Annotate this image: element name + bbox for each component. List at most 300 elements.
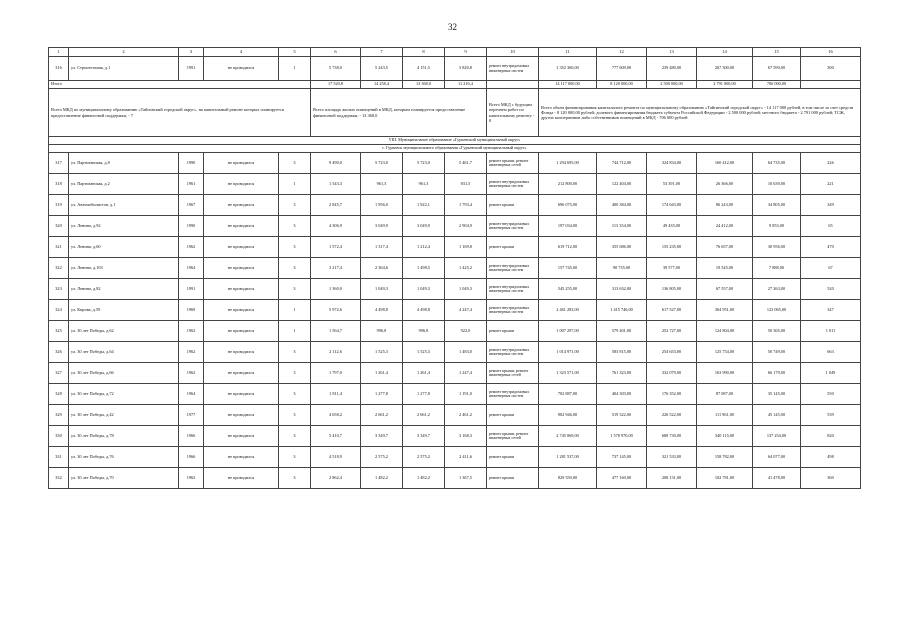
- commission-year: 1991: [179, 57, 204, 81]
- residents: 1 049: [801, 363, 861, 384]
- private-area: 1 793,4: [445, 195, 487, 216]
- subject-budget: 332 079,00: [647, 363, 697, 384]
- table-row: [49, 195, 861, 216]
- summary-financing: Всего объем финансирования капитального ремонта по муниципальному образованию «Тайгинский городской округ» - 14 117 000 рублей, в том числе за счет средств Фонда - 8 120 000,00 рублей; долевого финансирования бюджета субъекта Российской Федерации - 2 500 000 рублей; местного бюджета - 2 791 000 рублей; ТСЖ, других кооперативов либо собственников помещений в МКД - 706 000 рублей: [539, 89, 861, 137]
- row-number: 324: [49, 300, 69, 321]
- subject-budget: 254 653,00: [647, 342, 697, 363]
- owners-funds: 27 263,00: [753, 279, 801, 300]
- commission-year: 1977: [179, 405, 204, 426]
- last-repair-status: не проводился: [204, 300, 279, 321]
- floors: 3: [279, 153, 311, 174]
- subject-budget: 324 834,00: [647, 153, 697, 174]
- owners-funds: 41 478,00: [753, 468, 801, 489]
- premises-area: 961,3: [361, 174, 403, 195]
- last-repair-status: не проводился: [204, 57, 279, 81]
- premises-area: 1 956,0: [361, 195, 403, 216]
- total-area: 1 797,0: [311, 363, 361, 384]
- owners-funds: 50 749,00: [753, 342, 801, 363]
- address: ул. 30 лет Победы, д.64: [69, 342, 179, 363]
- table-row: [49, 405, 861, 426]
- private-area: 1 483,0: [445, 342, 487, 363]
- total-cost: 1 352 360,00: [539, 57, 597, 81]
- residents: 820: [801, 426, 861, 447]
- premises-area: 3 049,9: [361, 216, 403, 237]
- address: ул. Партизанская, д.8: [69, 153, 179, 174]
- total-cost: 1 281 537,00: [539, 447, 597, 468]
- residential-area: 961,3: [403, 174, 445, 195]
- column-number: 1: [49, 48, 69, 57]
- total-cost: 545 255,00: [539, 279, 597, 300]
- floors: 3: [279, 216, 311, 237]
- premises-area: 5 243,5: [361, 57, 403, 81]
- work-type: ремонт крыши: [487, 237, 539, 258]
- total-area: 2 862,4: [311, 468, 361, 489]
- total-area: 3 217,4: [311, 258, 361, 279]
- floors: 3: [279, 405, 311, 426]
- empty-cell: [801, 81, 861, 89]
- commission-year: 1991: [179, 279, 204, 300]
- address: ул. Ленина, д.92: [69, 216, 179, 237]
- residents: 226: [801, 153, 861, 174]
- residential-area: 2 575,2: [403, 447, 445, 468]
- summary-area: Всего площадь жилых помещений в МКД, которым планируется предоставление финансовой поддержки, - 13 368,0: [311, 89, 487, 137]
- total-cost: 696 075,00: [539, 195, 597, 216]
- address: ул. Партизанская, д.2: [69, 174, 179, 195]
- total-cost: 1 014 971,00: [539, 342, 597, 363]
- local-budget: 304 951,00: [697, 300, 753, 321]
- residents: 300: [801, 57, 861, 81]
- summary-notes-row: [49, 89, 861, 137]
- commission-year: 1969: [179, 300, 204, 321]
- floors: 3: [279, 384, 311, 405]
- column-number: 15: [753, 48, 801, 57]
- total-area: 1 564,7: [311, 321, 361, 342]
- total-cost: 212 800,00: [539, 174, 597, 195]
- table-row: [49, 279, 861, 300]
- subject-budget: 226 522,00: [647, 405, 697, 426]
- column-number: 4: [204, 48, 279, 57]
- subject-budget: 2 500 000,00: [647, 81, 697, 89]
- work-type: ремонт крыши: [487, 468, 539, 489]
- floors: 3: [279, 426, 311, 447]
- column-number: 9: [445, 48, 487, 57]
- total-area: 5 410,7: [311, 426, 361, 447]
- row-number: 331: [49, 447, 69, 468]
- last-repair-status: не проводился: [204, 258, 279, 279]
- row-number: 322: [49, 258, 69, 279]
- residential-area: 1 049,3: [403, 279, 445, 300]
- column-number: 5: [279, 48, 311, 57]
- owners-funds: 123 065,00: [753, 300, 801, 321]
- row-number: 332: [49, 468, 69, 489]
- owners-funds: 64 077,00: [753, 447, 801, 468]
- fund-share: 1 578 970,00: [597, 426, 647, 447]
- row-number: 319: [49, 195, 69, 216]
- private-area: 11 216,4: [445, 81, 487, 89]
- floors: 3: [279, 279, 311, 300]
- residents: 470: [801, 237, 861, 258]
- fund-share: 579 401,00: [597, 321, 647, 342]
- subject-budget: 39 577,00: [647, 258, 697, 279]
- total-cost: 702 887,00: [539, 384, 597, 405]
- page-number: 32: [448, 22, 457, 32]
- work-type: ремонт крыши: [487, 405, 539, 426]
- subject-budget: 688 730,00: [647, 426, 697, 447]
- total-cost: 1 007 297,00: [539, 321, 597, 342]
- column-number: 16: [801, 48, 861, 57]
- residents: 539: [801, 405, 861, 426]
- private-area: 5 461,7: [445, 153, 487, 174]
- work-type: ремонт внутридомовых инженерных систем: [487, 216, 539, 237]
- local-budget: 26 366,00: [697, 174, 753, 195]
- address: ул. Автомобилистов, д.1: [69, 195, 179, 216]
- subject-budget: 53 391,00: [647, 174, 697, 195]
- subject-budget: 176 352,00: [647, 384, 697, 405]
- last-repair-status: не проводился: [204, 342, 279, 363]
- last-repair-status: не проводился: [204, 195, 279, 216]
- local-budget: 19 545,00: [697, 258, 753, 279]
- total-area: 2 112,6: [311, 342, 361, 363]
- private-area: 3 168,3: [445, 426, 487, 447]
- work-type: ремонт крыши: [487, 321, 539, 342]
- address: ул. 30 лет Победы, д.72: [69, 384, 179, 405]
- row-number: 325: [49, 321, 69, 342]
- subject-budget: 155 235,00: [647, 237, 697, 258]
- local-budget: 124 804,00: [697, 321, 753, 342]
- row-number: 323: [49, 279, 69, 300]
- row-number: 328: [49, 384, 69, 405]
- residents: 67: [801, 258, 861, 279]
- last-repair-status: не проводился: [204, 384, 279, 405]
- fund-share: 1 415 746,00: [597, 300, 647, 321]
- row-number: 321: [49, 237, 69, 258]
- floors: 3: [279, 237, 311, 258]
- row-number: 330: [49, 426, 69, 447]
- total-cost: 197 034,00: [539, 216, 597, 237]
- private-area: 2 904,9: [445, 216, 487, 237]
- floors: 1: [279, 300, 311, 321]
- total-area: 1 572,4: [311, 237, 361, 258]
- work-type: ремонт крыши, ремонт инженерных сетей: [487, 153, 539, 174]
- last-repair-status: не проводился: [204, 426, 279, 447]
- private-area: 2 461,2: [445, 405, 487, 426]
- address: ул. 30 лет Победы, д.62: [69, 321, 179, 342]
- premises-area: 2 661,2: [361, 405, 403, 426]
- owners-funds: 7 888,00: [753, 258, 801, 279]
- premises-area: 5 723,0: [361, 153, 403, 174]
- work-type: ремонт внутридомовых инженерных систем: [487, 57, 539, 81]
- section-heading-row: [49, 137, 861, 145]
- commission-year: 1962: [179, 321, 204, 342]
- subject-budget: 136 805,00: [647, 279, 697, 300]
- work-type: ремонт крыши, ремонт инженерных сетей: [487, 426, 539, 447]
- work-type: ремонт внутридомовых инженерных систем: [487, 174, 539, 195]
- work-type: ремонт внутридомовых инженерных систем: [487, 342, 539, 363]
- row-number: 327: [49, 363, 69, 384]
- local-budget: 163 990,00: [697, 363, 753, 384]
- premises-area: 2 364,6: [361, 258, 403, 279]
- residential-area: 1 482,2: [403, 468, 445, 489]
- total-cost: 619 712,00: [539, 237, 597, 258]
- local-budget: 158 782,00: [697, 447, 753, 468]
- local-budget: 76 657,00: [697, 237, 753, 258]
- residential-area: 1 261,4: [403, 363, 445, 384]
- premises-area: 14 258,4: [361, 81, 403, 89]
- owners-funds: 35 145,00: [753, 384, 801, 405]
- row-number: 317: [49, 153, 69, 174]
- commission-year: 1966: [179, 426, 204, 447]
- residential-area: 3 349,7: [403, 426, 445, 447]
- last-repair-status: не проводился: [204, 237, 279, 258]
- column-number: 2: [69, 48, 179, 57]
- work-type: ремонт крыши, ремонт инженерных сетей: [487, 363, 539, 384]
- column-number-row: [49, 48, 861, 57]
- floors: 3: [279, 258, 311, 279]
- commission-year: 1966: [179, 447, 204, 468]
- residential-area: 1 277,8: [403, 384, 445, 405]
- column-number: 10: [487, 48, 539, 57]
- residential-area: 4 498,8: [403, 300, 445, 321]
- owners-funds: 45 145,00: [753, 405, 801, 426]
- total-label: Итого: [49, 81, 311, 89]
- residential-area: 1 922,1: [403, 195, 445, 216]
- total-area: 5 738,0: [311, 57, 361, 81]
- total-cost: 2 461 283,00: [539, 300, 597, 321]
- premises-area: 4 498,8: [361, 300, 403, 321]
- floors: 3: [279, 363, 311, 384]
- address: ул. 30 лет Победы, д.42: [69, 405, 179, 426]
- row-number: 326: [49, 342, 69, 363]
- subject-budget: 617 527,00: [647, 300, 697, 321]
- section-heading: VIII. Муниципальное образование «Гурьевский муниципальный округ»: [49, 137, 861, 145]
- premises-area: 3 349,7: [361, 426, 403, 447]
- local-budget: 2 791 000,00: [697, 81, 753, 89]
- table-row: [49, 237, 861, 258]
- owners-funds: 30 956,00: [753, 237, 801, 258]
- total-area: 4 658,2: [311, 405, 361, 426]
- residential-area: 996,8: [403, 321, 445, 342]
- premises-area: 1 525,3: [361, 342, 403, 363]
- local-budget: 125 754,00: [697, 342, 753, 363]
- address: ул. Ленина, д.60: [69, 237, 179, 258]
- premises-area: 2 575,2: [361, 447, 403, 468]
- private-area: 1 191,0: [445, 384, 487, 405]
- total-cost: 1 323 571,00: [539, 363, 597, 384]
- subject-budget: 49 435,00: [647, 216, 697, 237]
- last-repair-status: не проводился: [204, 279, 279, 300]
- column-number: 6: [311, 48, 361, 57]
- residents: 550: [801, 384, 861, 405]
- table-row: [49, 258, 861, 279]
- table-row: [49, 216, 861, 237]
- table-row: [49, 426, 861, 447]
- subject-budget: 174 643,00: [647, 195, 697, 216]
- floors: 3: [279, 195, 311, 216]
- local-budget: 102 781,00: [697, 468, 753, 489]
- residential-area: 4 151,5: [403, 57, 445, 81]
- premises-area: 1 482,2: [361, 468, 403, 489]
- floors: 3: [279, 447, 311, 468]
- last-repair-status: не проводился: [204, 153, 279, 174]
- premises-area: 1 049,3: [361, 279, 403, 300]
- empty-cell: [487, 81, 539, 89]
- total-area: 4 518,9: [311, 447, 361, 468]
- subject-budget: 252 727,00: [647, 321, 697, 342]
- work-type: ремонт внутридомовых инженерных систем: [487, 258, 539, 279]
- fund-share: 313 632,00: [597, 279, 647, 300]
- table-row: [49, 342, 861, 363]
- private-area: 922,0: [445, 321, 487, 342]
- commission-year: 1963: [179, 468, 204, 489]
- owners-funds: 66 179,00: [753, 363, 801, 384]
- work-type: ремонт внутридомовых инженерных систем: [487, 384, 539, 405]
- premises-area: 1 277,8: [361, 384, 403, 405]
- fund-share: 404 303,00: [597, 384, 647, 405]
- owners-funds: 706 000,00: [753, 81, 801, 89]
- local-budget: 24 412,00: [697, 216, 753, 237]
- residential-area: 1 525,3: [403, 342, 445, 363]
- residents: 349: [801, 195, 861, 216]
- work-type: ремонт внутридомовых инженерных систем: [487, 279, 539, 300]
- residential-area: 1 498,5: [403, 258, 445, 279]
- subsection-heading-row: [49, 145, 861, 153]
- last-repair-status: не проводился: [204, 174, 279, 195]
- address: ул. 30 лет Победы, д.76: [69, 447, 179, 468]
- total-cost: 1 294 695,00: [539, 153, 597, 174]
- subject-budget: 239 480,00: [647, 57, 697, 81]
- premises-area: 1 317,4: [361, 237, 403, 258]
- table-row: [49, 384, 861, 405]
- private-area: 1 247,4: [445, 363, 487, 384]
- commission-year: 1964: [179, 384, 204, 405]
- residents: 65: [801, 216, 861, 237]
- local-budget: 160 412,00: [697, 153, 753, 174]
- last-repair-status: не проводился: [204, 216, 279, 237]
- address: ул. 30 лет Победы, д.66: [69, 363, 179, 384]
- fund-share: 400 384,00: [597, 195, 647, 216]
- private-area: 3 820,8: [445, 57, 487, 81]
- private-area: 831,5: [445, 174, 487, 195]
- address: ул. 30 лет Победы, д.70: [69, 468, 179, 489]
- row-number: 318: [49, 174, 69, 195]
- address: ул. 30 лет Победы, д.78: [69, 426, 179, 447]
- subject-budget: 321 533,00: [647, 447, 697, 468]
- table-row: [49, 153, 861, 174]
- private-area: 1 169,8: [445, 237, 487, 258]
- owners-funds: 64 735,00: [753, 153, 801, 174]
- fund-share: 737 145,00: [597, 447, 647, 468]
- table-row: [49, 174, 861, 195]
- local-budget: 86 243,00: [697, 195, 753, 216]
- commission-year: 1964: [179, 258, 204, 279]
- summary-mkd-count: Всего МКД по муниципальному образованию «Тайгинский городской округ», на капитальный ремонт которых планируется предоставление финансовой поддержки, - 7: [49, 89, 311, 137]
- residents: 520: [801, 279, 861, 300]
- residents: 360: [801, 468, 861, 489]
- column-number: 13: [647, 48, 697, 57]
- table-row: [49, 363, 861, 384]
- row-number: 316: [49, 57, 69, 81]
- floors: 1: [279, 57, 311, 81]
- total-area: 9 490,0: [311, 153, 361, 174]
- residents: 221: [801, 174, 861, 195]
- total-area: 1 360,0: [311, 279, 361, 300]
- commission-year: 1961: [179, 174, 204, 195]
- floors: 1: [279, 174, 311, 195]
- fund-share: 8 120 000,00: [597, 81, 647, 89]
- residential-area: 3 049,9: [403, 216, 445, 237]
- total-cost: 2 745 069,00: [539, 426, 597, 447]
- work-type: ремонт крыши: [487, 195, 539, 216]
- residents: 663: [801, 342, 861, 363]
- total-area: 1 543,3: [311, 174, 361, 195]
- owners-funds: 50 365,00: [753, 321, 801, 342]
- premises-area: 1 261,4: [361, 363, 403, 384]
- column-number: 7: [361, 48, 403, 57]
- total-cost: 902 946,00: [539, 405, 597, 426]
- owners-funds: 10 639,00: [753, 174, 801, 195]
- private-area: 1 425,2: [445, 258, 487, 279]
- address: ул. Кирова, д.59: [69, 300, 179, 321]
- residential-area: 1 212,4: [403, 237, 445, 258]
- residents: 347: [801, 300, 861, 321]
- local-budget: 340 115,00: [697, 426, 753, 447]
- table-row: [49, 57, 861, 81]
- premises-area: 996,8: [361, 321, 403, 342]
- table-row: [49, 300, 861, 321]
- private-area: 2 411,6: [445, 447, 487, 468]
- fund-share: 761 323,00: [597, 363, 647, 384]
- owners-funds: 67 590,00: [753, 57, 801, 81]
- last-repair-status: не проводился: [204, 468, 279, 489]
- table-row: [49, 468, 861, 489]
- subsection-heading: г. Гурьевск муниципального образования «Гурьевский муниципальный округ»: [49, 145, 861, 153]
- work-type: ремонт крыши: [487, 447, 539, 468]
- total-area: 2 845,7: [311, 195, 361, 216]
- owners-funds: 34 805,00: [753, 195, 801, 216]
- row-number: 329: [49, 405, 69, 426]
- total-cost: 157 745,00: [539, 258, 597, 279]
- local-budget: 67 557,00: [697, 279, 753, 300]
- owners-funds: 137 254,00: [753, 426, 801, 447]
- column-number: 11: [539, 48, 597, 57]
- address: ул. Ленина, д.103: [69, 258, 179, 279]
- local-budget: 111 961,00: [697, 405, 753, 426]
- floors: 3: [279, 342, 311, 363]
- fund-share: 777 609,00: [597, 57, 647, 81]
- subject-budget: 208 131,00: [647, 468, 697, 489]
- residents: 1 011: [801, 321, 861, 342]
- last-repair-status: не проводился: [204, 321, 279, 342]
- table-row: [49, 321, 861, 342]
- local-budget: 267 300,00: [697, 57, 753, 81]
- private-area: 1 367,5: [445, 468, 487, 489]
- commission-year: 1990: [179, 216, 204, 237]
- last-repair-status: не проводился: [204, 405, 279, 426]
- fund-share: 744 712,00: [597, 153, 647, 174]
- row-number: 320: [49, 216, 69, 237]
- commission-year: 1967: [179, 195, 204, 216]
- commission-year: 1990: [179, 153, 204, 174]
- fund-share: 122 404,00: [597, 174, 647, 195]
- fund-share: 477 160,00: [597, 468, 647, 489]
- commission-year: 1962: [179, 342, 204, 363]
- commission-year: 1962: [179, 237, 204, 258]
- local-budget: 87 087,00: [697, 384, 753, 405]
- fund-share: 90 735,00: [597, 258, 647, 279]
- total-area: 4 306,9: [311, 216, 361, 237]
- last-repair-status: не проводился: [204, 363, 279, 384]
- address: ул. Ленина, д.82: [69, 279, 179, 300]
